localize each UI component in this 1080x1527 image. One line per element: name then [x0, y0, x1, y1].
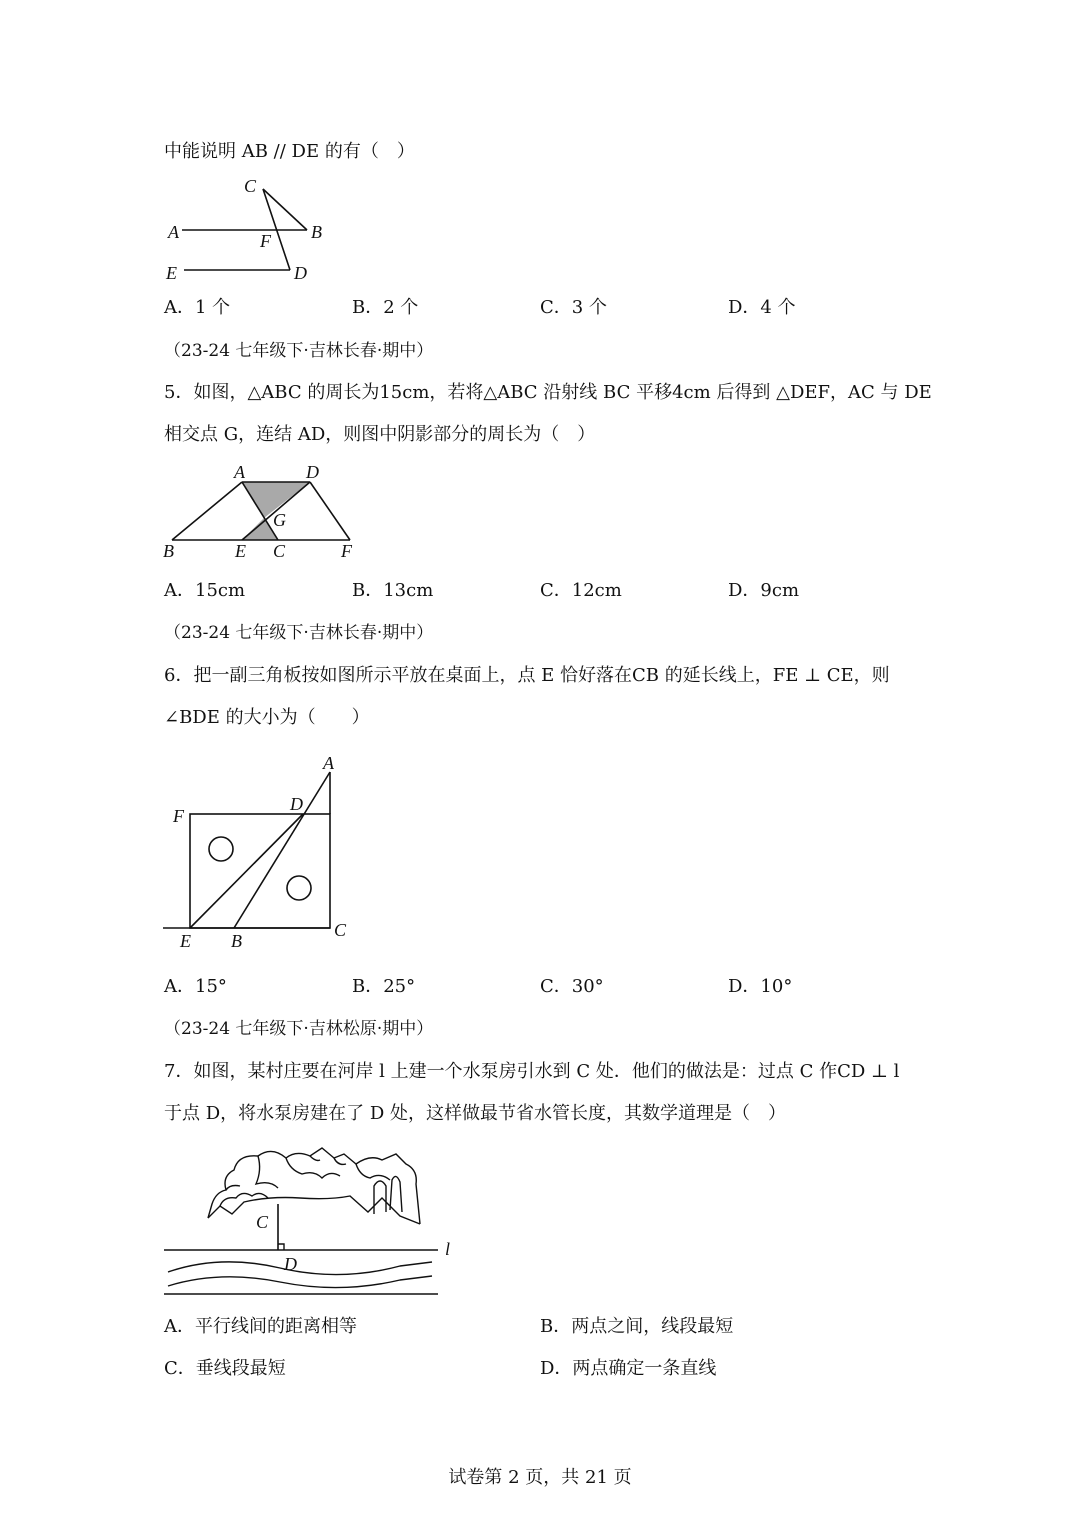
q7-stem-line2: 于点 D，将水泵房建在了 D 处，这样做最节省水管长度，其数学道理是（ ）	[164, 1103, 787, 1124]
q6-label-d: D	[290, 794, 303, 814]
q6-option-c: C．30°	[540, 976, 604, 997]
q6-option-a: A．15°	[164, 976, 227, 997]
q6-figure	[160, 750, 360, 955]
page-footer: 试卷第 2 页，共 21 页	[448, 1467, 632, 1488]
q7-label-l: l	[445, 1239, 451, 1259]
q7-option-c: C．垂线段最短	[164, 1358, 286, 1379]
q6-label-a: A	[323, 753, 334, 773]
q6-label-c: C	[334, 920, 347, 940]
q7-label-c: C	[256, 1212, 269, 1232]
q5-label-b: B	[163, 541, 174, 561]
q6-stem-line1: 6．把一副三角板按如图所示平放在桌面上，点 E 恰好落在CB 的延长线上，FE ⊥ CE，则	[164, 665, 890, 686]
q6-source: （23-24 七年级下·吉林长春·期中）	[164, 623, 434, 643]
q5-option-d: D．9cm	[728, 580, 800, 601]
q5-option-c: C．12cm	[540, 580, 622, 601]
q5-label-e: E	[235, 541, 246, 561]
q4-stem-tail: 中能说明 AB // DE 的有（ ）	[164, 141, 415, 162]
q7-label-d: D	[284, 1254, 297, 1274]
q5-label-a: A	[234, 462, 245, 482]
q6-option-d: D．10°	[728, 976, 793, 997]
q7-option-d: D．两点确定一条直线	[540, 1358, 717, 1379]
q4-label-d: D	[294, 263, 307, 283]
q4-option-c: C．3 个	[540, 297, 607, 318]
q7-source: （23-24 七年级下·吉林松原·期中）	[164, 1019, 434, 1039]
q5-source: （23-24 七年级下·吉林长春·期中）	[164, 341, 434, 361]
q6-label-f: F	[173, 806, 184, 826]
q4-label-b: B	[311, 222, 322, 242]
q6-stem-line2: ∠BDE 的大小为（ ）	[164, 707, 370, 728]
q5-label-g: G	[273, 510, 286, 530]
q4-label-e: E	[166, 263, 177, 283]
q5-label-c: C	[273, 541, 286, 561]
q4-option-a: A．1 个	[164, 297, 231, 318]
q5-option-a: A．15cm	[164, 580, 246, 601]
q6-label-b: B	[231, 931, 242, 951]
q5-label-f: F	[341, 541, 352, 561]
q5-option-b: B．13cm	[352, 580, 434, 601]
q5-stem-line1: 5．如图，△ABC 的周长为15cm，若将△ABC 沿射线 BC 平移4cm 后得到 △DEF，AC 与 DE	[164, 382, 932, 403]
q5-stem-line2: 相交点 G，连结 AD，则图中阴影部分的周长为（ ）	[164, 424, 596, 445]
q4-label-f: F	[260, 231, 271, 251]
q4-option-d: D．4 个	[728, 297, 796, 318]
q4-label-a: A	[168, 222, 179, 242]
q4-option-b: B．2 个	[352, 297, 419, 318]
q4-label-c: C	[244, 176, 257, 196]
q4-figure	[160, 172, 340, 287]
q7-stem-line1: 7．如图，某村庄要在河岸 l 上建一个水泵房引水到 C 处．他们的做法是：过点 C 作CD ⊥ l	[164, 1061, 900, 1082]
q7-option-a: A．平行线间的距离相等	[164, 1316, 357, 1337]
q7-figure	[160, 1140, 460, 1300]
q6-label-e: E	[180, 931, 191, 951]
q5-label-d: D	[306, 462, 319, 482]
q6-option-b: B．25°	[352, 976, 416, 997]
q5-figure	[160, 460, 370, 565]
q7-option-b: B．两点之间，线段最短	[540, 1316, 734, 1337]
